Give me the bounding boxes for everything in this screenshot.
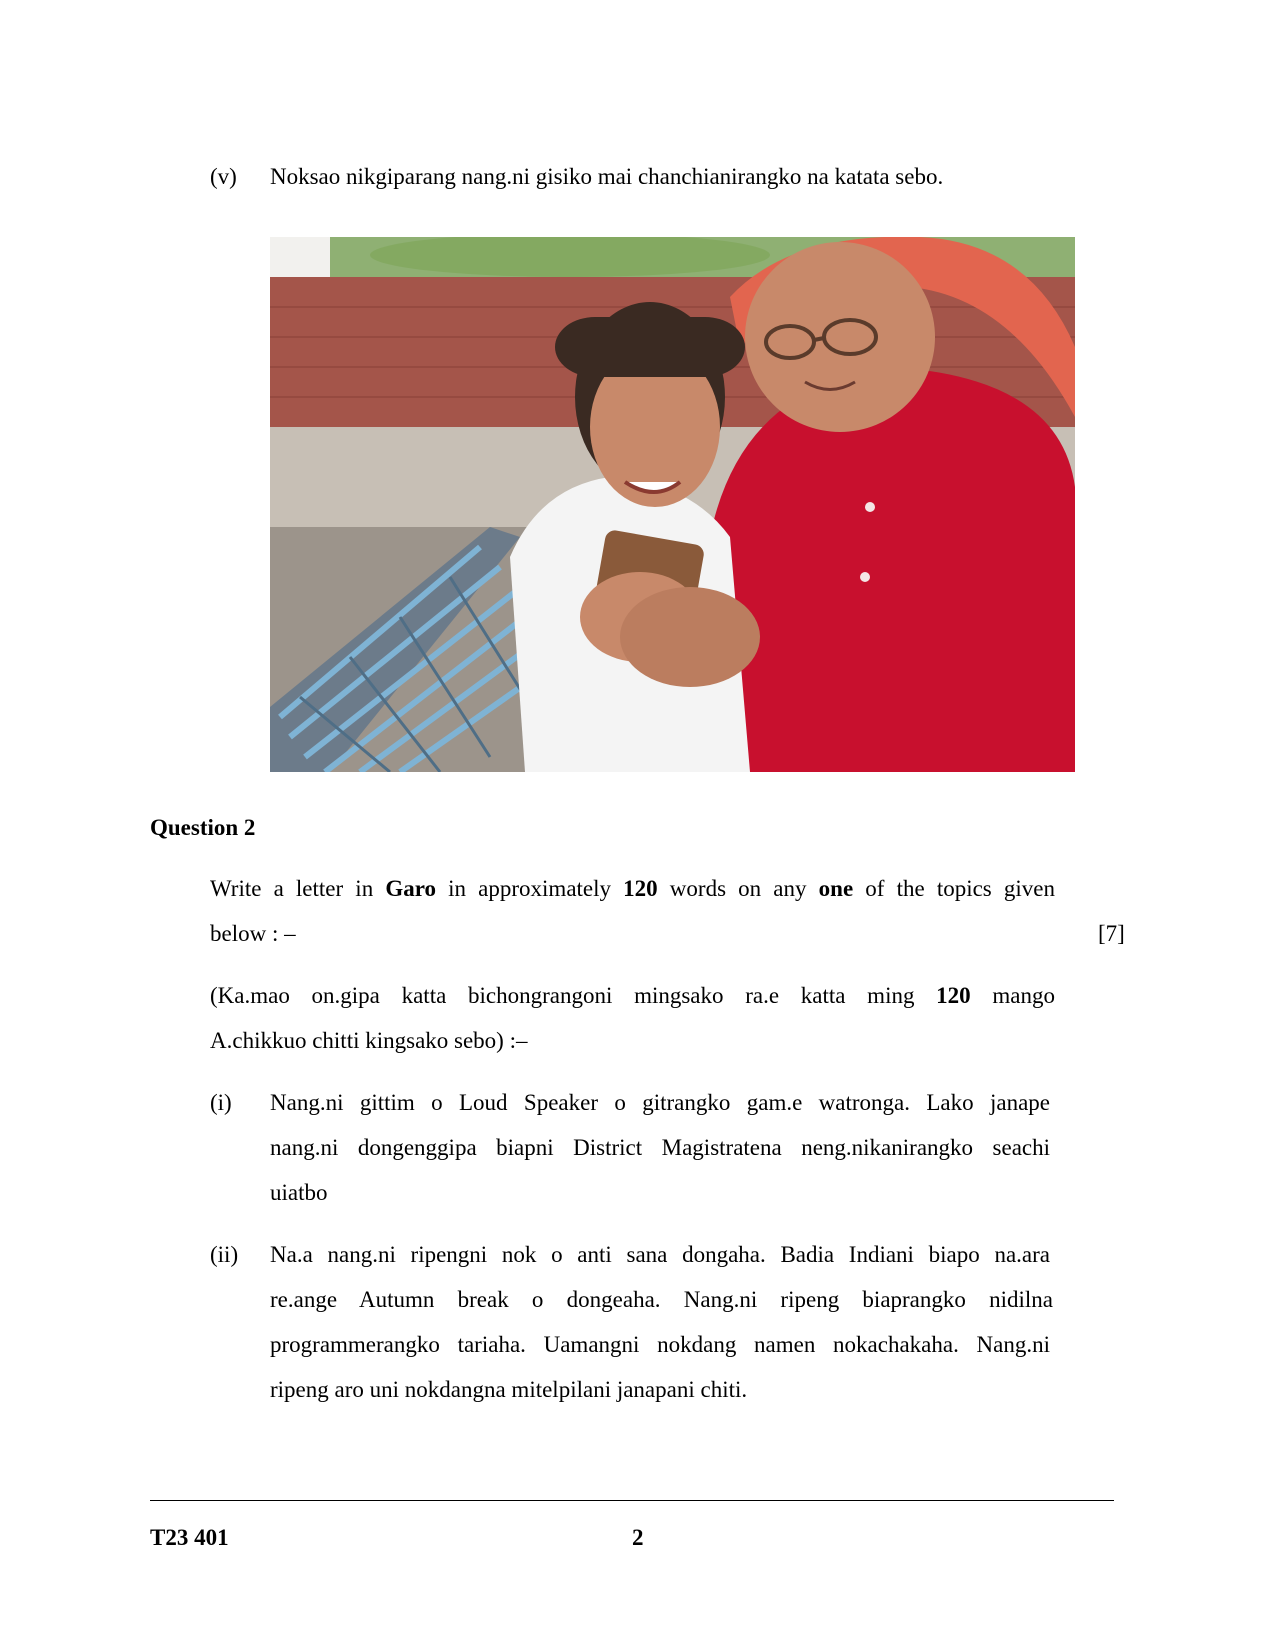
- instr-word-count: 120: [623, 876, 658, 901]
- topic-i-line-2: nang.ni dongenggipa biapni District Magistratena neng.nikanirangko seachi: [270, 1135, 1050, 1160]
- topic-ii-line-4: ripeng aro uni nokdangna mitelpilani janapani chiti.: [270, 1377, 748, 1402]
- footer-page-number: 2: [632, 1525, 644, 1550]
- topic-ii-line-1: Na.a nang.ni ripengni nok o anti sana dongaha. Badia Indiani biapo na.ara: [270, 1242, 1050, 1267]
- instr-language: Garo: [385, 876, 437, 901]
- topic-ii-line-2: re.ange Autumn break o dongeaha. Nang.ni ripeng biaprangko nidilna: [270, 1287, 1053, 1312]
- question-marks: [7]: [1098, 921, 1125, 946]
- footer-paper-code: T23 401: [150, 1525, 229, 1550]
- photo-girl-grandmother-phone: [270, 237, 1075, 772]
- garo-instruction-line-2: A.chikkuo chitti kingsako sebo) :–: [210, 1028, 528, 1053]
- instr-text-c: words on any: [657, 876, 819, 901]
- instr-text-a: Write a letter in: [210, 876, 386, 901]
- topic-ii-number: (ii): [210, 1242, 239, 1267]
- topic-i-line-1: Nang.ni gittim o Loud Speaker o gitrangko gam.e watronga. Lako janape: [270, 1090, 1050, 1115]
- question-heading: Question 2: [150, 815, 256, 840]
- item-v-text: Noksao nikgiparang nang.ni gisiko mai chanchianirangko na katata sebo.: [270, 164, 944, 189]
- garo-text-b: mango: [970, 983, 1055, 1008]
- garo-text-a: (Ka.mao on.gipa katta bichongrangoni mingsako ra.e katta ming: [210, 983, 937, 1008]
- garo-word-count: 120: [936, 983, 971, 1008]
- grandmother-figure: [700, 237, 1075, 772]
- item-v-number: (v): [210, 164, 237, 189]
- topic-i-line-3: uiatbo: [270, 1180, 328, 1205]
- instr-one: one: [818, 876, 854, 901]
- instruction-line-2: below : –: [210, 921, 296, 946]
- topic-i-number: (i): [210, 1090, 232, 1115]
- instr-text-b: in approximately: [436, 876, 624, 901]
- footer-rule: [150, 1500, 1114, 1501]
- topic-ii-line-3: programmerangko tariaha. Uamangni nokdang namen nokachakaha. Nang.ni: [270, 1332, 1050, 1357]
- instruction-line-1: [210, 876, 1055, 902]
- garo-instruction-line-1: [210, 983, 1055, 1009]
- instr-text-d: of the topics given: [853, 876, 1055, 901]
